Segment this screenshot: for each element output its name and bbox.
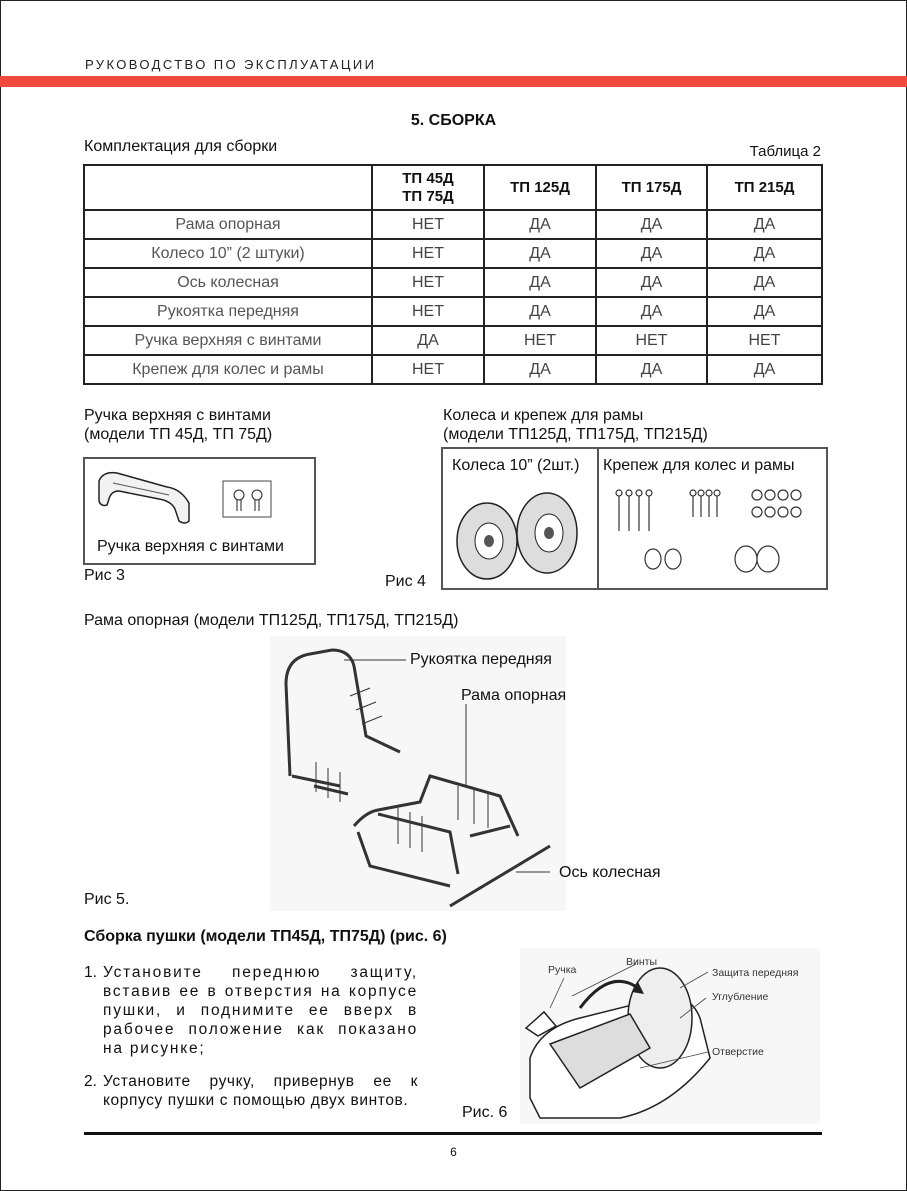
- running-title: РУКОВОДСТВО ПО ЭКСПЛУАТАЦИИ: [85, 57, 377, 72]
- row-label: Колесо 10” (2 штуки): [84, 239, 372, 268]
- fig4-box: [441, 447, 828, 590]
- table-cell: НЕТ: [372, 210, 484, 239]
- table-cell: ДА: [596, 297, 707, 326]
- fig4-wheels-label: Колеса 10” (2шт.): [452, 457, 580, 474]
- table-cell: ДА: [484, 239, 596, 268]
- label-front-handle: Рукоятка передняя: [410, 651, 552, 668]
- table-cell: НЕТ: [372, 297, 484, 326]
- step-1-number: 1.: [84, 964, 97, 981]
- table-cell: ДА: [484, 355, 596, 384]
- table-row: [84, 268, 822, 297]
- footer-rule: [84, 1132, 822, 1135]
- fig6-label-front-guard: Защита передняя: [712, 967, 799, 979]
- step-2: [84, 1072, 418, 1110]
- kit-caption: Комплектация для сборки: [84, 138, 278, 155]
- row-label: Ось колесная: [84, 268, 372, 297]
- table-header-blank: [84, 165, 372, 210]
- fig6-label-screws: Винты: [626, 956, 658, 968]
- fig4-caption: Рис 4: [385, 573, 426, 590]
- table-cell: НЕТ: [372, 355, 484, 384]
- table-row: [84, 355, 822, 384]
- table-cell: НЕТ: [484, 326, 596, 355]
- frame-illustration: [270, 636, 570, 911]
- table-cell: ДА: [596, 239, 707, 268]
- fig6-label-handle: Ручка: [548, 964, 577, 976]
- header-accent-band: [0, 76, 907, 87]
- table-header-cell: ТП 45Д ТП 75Д: [372, 165, 484, 210]
- table-cell: ДА: [484, 297, 596, 326]
- table-row: [84, 297, 822, 326]
- table-cell: ДА: [707, 297, 822, 326]
- table-header-cell: ТП 125Д: [484, 165, 596, 210]
- table-header-cell: ТП 215Д: [707, 165, 822, 210]
- label-wheel-axle: Ось колесная: [559, 864, 661, 881]
- fig6-caption: Рис. 6: [462, 1104, 508, 1121]
- fig6-label-hole: Отверстие: [712, 1046, 764, 1058]
- fig5-heading: Рама опорная (модели ТП125Д, ТП175Д, ТП215Д): [84, 612, 459, 629]
- table-header-cell: ТП 175Д: [596, 165, 707, 210]
- row-label: Ручка верхняя с винтами: [84, 326, 372, 355]
- table-cell: НЕТ: [372, 268, 484, 297]
- table-cell: ДА: [596, 210, 707, 239]
- assembly-heading: Сборка пушки (модели ТП45Д, ТП75Д) (рис. 6): [84, 928, 447, 945]
- table-cell: ДА: [484, 210, 596, 239]
- table-cell: ДА: [707, 268, 822, 297]
- table-caption: Таблица 2: [749, 143, 821, 160]
- wheels-and-fasteners-illustration: [443, 449, 826, 588]
- fig6-label-recess: Углубление: [712, 991, 769, 1003]
- table-cell: НЕТ: [707, 326, 822, 355]
- step-1: [84, 963, 418, 1058]
- fig3-caption: Рис 3: [84, 567, 125, 584]
- table-cell: ДА: [707, 239, 822, 268]
- table-cell: ДА: [707, 210, 822, 239]
- section-title: 5. СБОРКА: [410, 112, 497, 129]
- table-row: [84, 210, 822, 239]
- table-row: [84, 239, 822, 268]
- table-row: [84, 326, 822, 355]
- row-label: Рукоятка передняя: [84, 297, 372, 326]
- table-cell: НЕТ: [596, 326, 707, 355]
- fig4-fasteners-label: Крепеж для колес и рамы: [603, 457, 795, 474]
- step-2-text: Установите ручку, привернув ее к корпусу пушки с помощью двух винтов.: [103, 1073, 418, 1109]
- fig5-caption: Рис 5.: [84, 891, 130, 908]
- table-header-row: [84, 165, 822, 210]
- fig4-heading: Колеса и крепеж для рамы (модели ТП125Д, ТП175Д, ТП215Д): [443, 407, 708, 443]
- table-cell: ДА: [484, 268, 596, 297]
- row-label: Крепеж для колес и рамы: [84, 355, 372, 384]
- label-support-frame: Рама опорная: [461, 687, 567, 704]
- page-number: 6: [450, 1145, 457, 1159]
- step-1-text: Установите переднюю защиту, вставив ее в отверстия на корпусе пушки, и поднимите ее вверх в рабочее положение как показано на рисунке;: [103, 964, 418, 1057]
- table-cell: ДА: [707, 355, 822, 384]
- table-cell: НЕТ: [372, 239, 484, 268]
- step-2-number: 2.: [84, 1073, 97, 1090]
- table-cell: ДА: [596, 355, 707, 384]
- row-label: Рама опорная: [84, 210, 372, 239]
- fig3-box-label: Ручка верхняя с винтами: [97, 538, 284, 555]
- table-cell: ДА: [372, 326, 484, 355]
- table-cell: ДА: [596, 268, 707, 297]
- kit-table: [83, 164, 823, 385]
- fig3-heading: Ручка верхняя с винтами (модели ТП 45Д, ТП 75Д): [84, 407, 273, 443]
- fig3-box: [83, 457, 316, 565]
